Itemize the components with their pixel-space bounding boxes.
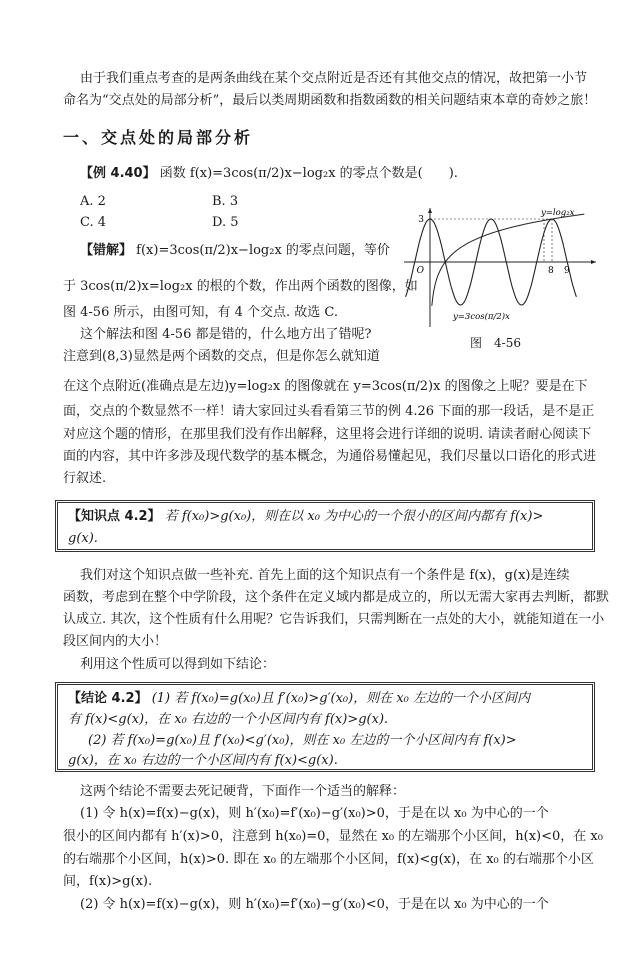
example-tag: 【例 4.40】 (80, 166, 156, 181)
knowledge-tag: 【知识点 4.2】 (68, 509, 161, 524)
wrong-line-4: 这个解法和图 4-56 都是错的，什么地方出了错呢? (80, 327, 372, 342)
para3-line-4: 的右端那个小区间，h(x)>0. 即在 x₀ 的左端那个小区间，f(x)<g(x)，在 x₀ 的右端那个小区 (63, 852, 594, 867)
para1-line-5: 行叙述. (63, 471, 107, 486)
label-8: 8 (548, 266, 554, 276)
para1-line-3: 对应这个题的情形，在那里我们没有作出解释，这里将会进行详细的说明. 请读者耐心阅读下 (63, 427, 592, 442)
label-3: 3 (418, 215, 424, 225)
para2-line-3: 认成立. 其次，这个性质有什么用呢？它告诉我们，只需判断在一点处的大小，就能知道在一小 (63, 612, 605, 627)
example-question (80, 165, 458, 183)
para1-line-4: 面的内容，其中许多涉及现代数学的基本概念，为通俗易懂起见，我们尽量以口语化的形式进 (63, 449, 597, 464)
para2-line-1: 我们对这个知识点做一些补充. 首先上面的这个知识点有一个条件是 f(x)，g(x)是连续 (80, 568, 570, 583)
para2-line-4: 段区间内的大小！ (63, 634, 168, 649)
para3-line-5: 间，f(x)>g(x). (63, 874, 153, 889)
intro-line-2: 命名为“交点处的局部分析”，最后以类周期函数和指数函数的相关问题结束本章的奇妙之旅！ (63, 93, 597, 108)
knowledge-line-1-text: 若 f(x₀)>g(x₀)，则在以 x₀ 为中心的一个很小的区间内都有 f(x)> (164, 509, 544, 524)
conclusion-line-2: 有 f(x)<g(x)，在 x₀ 右边的一个小区间内有 f(x)>g(x). (68, 712, 389, 727)
label-cos: y=3cos(π/2)x (453, 312, 510, 322)
wrong-line-2: 于 3cos(π/2)x=log₂x 的根的个数，作出两个函数的图像，如 (63, 279, 418, 294)
conclusion-line-1 (68, 689, 530, 709)
conclusion-box (55, 682, 595, 772)
intro-line-1: 由于我们重点考查的是两条曲线在某个交点附近是否还有其他交点的情况，故把第一小节 (80, 71, 588, 86)
label-9: 9 (564, 266, 570, 276)
log-curve (432, 214, 585, 306)
para3-line-2: (1) 令 h(x)=f(x)−g(x)，则 h′(x₀)=f′(x₀)−g′(x₀)>0，于是在以 x₀ 为中心的一个 (80, 806, 549, 821)
example-question-text: 函数 f(x)=3cos(π/2)x−log₂x 的零点个数是( ). (159, 166, 458, 181)
para1-line-1: 在这个点附近(准确点是左边)y=log₂x 的图像就在 y=3cos(π/2)x 的图像之上呢？要是在下 (63, 379, 588, 394)
section-title: 一、交点处的局部分析 (63, 128, 254, 147)
conclusion-line-4: g(x)，在 x₀ 右边的一个小区间内有 f(x)<g(x). (68, 753, 338, 768)
conclusion-line-3: (2) 若 f(x₀)=g(x₀)且 f′(x₀)<g′(x₀)，则在 x₀ 左边的一个小区间内有 f(x)> (88, 733, 517, 748)
conclusion-line-1-text: (1) 若 f(x₀)=g(x₀)且 f′(x₀)>g′(x₀)，则在 x₀ 左边的一个小区间内 (151, 691, 531, 706)
para3-line-6: (2) 令 h(x)=f(x)−g(x)，则 h′(x₀)=f′(x₀)−g′(x₀)<0，于是在以 x₀ 为中心的一个 (80, 897, 549, 912)
wrong-line-5: 注意到(8,3)显然是两个函数的交点，但是你怎么就知道 (63, 349, 380, 364)
label-log: y=log₂x (541, 208, 575, 218)
figure-4-56 (398, 205, 598, 330)
figure-caption: 图 4-56 (470, 336, 521, 350)
knowledge-box (55, 500, 595, 552)
para2-line-5: 利用这个性质可以得到如下结论： (80, 657, 276, 672)
para2-line-2: 函数，考虑到在整个中学阶段，这个条件在定义域内都是成立的，所以无需大家再去判断，都默 (63, 590, 610, 605)
option-d: D. 5 (212, 215, 239, 230)
y-axis-arrow (428, 208, 432, 213)
wrong-line-1-text: f(x)=3cos(π/2)x−log₂x 的零点问题，等价 (136, 243, 390, 258)
knowledge-line-2: g(x). (68, 531, 98, 546)
conclusion-tag: 【结论 4.2】 (68, 691, 148, 706)
option-b: B. 3 (212, 194, 239, 209)
wrong-line-1 (80, 242, 390, 260)
para3-line-1: 这两个结论不需要去死记硬背，下面作一个适当的解释： (80, 784, 406, 799)
x-axis-arrow (591, 260, 596, 264)
para1-line-2: 面，交点的个数显然不一样！请大家回过头看看第三节的例 4.26 下面的那一段话，是不是正 (63, 404, 595, 419)
para3-line-3: 很小的区间内都有 h′(x)>0，注意到 h(x₀)=0，显然在 x₀ 的左端那个小区间，h(x)<0，在 x₀ (63, 829, 603, 844)
knowledge-line-1 (68, 507, 543, 527)
wrong-tag: 【错解】 (80, 243, 133, 258)
wrong-line-3: 图 4-56 所示，由图可知，有 4 个交点. 故选 C. (63, 305, 339, 320)
label-o: O (416, 266, 424, 276)
option-c: C. 4 (80, 215, 107, 230)
option-a: A. 2 (80, 194, 106, 209)
